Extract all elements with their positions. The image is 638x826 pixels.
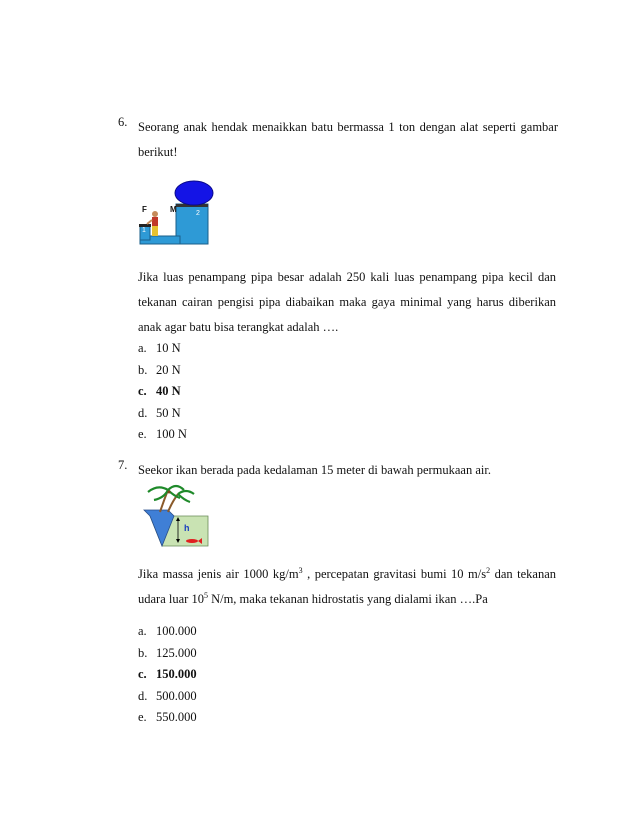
option-c[interactable]: c. 40 N [138,384,181,398]
question-7-body: Jika massa jenis air 1000 $kg/m^3$ , percepatan gravitasi bumi 10 $m/s^2$ dan tekanan udara luar $10^5$ N/m, maka tekanan hidrostatis yang dialami ikan ….Pa [138,565,557,606]
option-a[interactable]: a. 100.000 [138,624,197,638]
label-h: h [184,523,190,533]
question-6 [118,115,558,165]
question-text: Seorang anak hendak menaikkan batu bermassa 1 ton dengan alat seperti gambar berikut! [138,120,558,159]
option-c[interactable]: c. 150.000 [138,667,197,681]
label-2: 2 [196,210,200,217]
question-number: 6. [118,115,128,129]
label-1: 1 [142,227,146,234]
option-d[interactable]: d. 500.000 [138,688,197,703]
option-e[interactable]: e. 550.000 [138,710,197,724]
option-b[interactable]: b. 20 N [138,362,181,377]
question-text: Seekor ikan berada pada kedalaman 15 meter di bawah permukaan air. [138,463,491,477]
fish-depth-figure [138,484,212,548]
option-d[interactable]: d. 50 N [138,405,181,420]
question-7 [118,458,558,483]
question-number: 7. [118,458,128,472]
option-e[interactable]: e. 100 N [138,427,187,441]
hydraulic-lift-figure [136,180,216,248]
question-6-options [138,338,187,446]
option-a[interactable]: a. 10 N [138,341,181,355]
label-m: M [170,205,177,214]
label-f: F [142,205,147,214]
question-7-options [138,621,197,729]
option-b[interactable]: b. 125.000 [138,645,197,660]
question-6-body: Jika luas penampang pipa besar adalah 250 kali luas penampang pipa kecil dan tekanan cairan pengisi pipa diabaikan maka gaya minimal yang harus diberikan anak agar batu bisa terangkat adalah …. [138,270,556,334]
